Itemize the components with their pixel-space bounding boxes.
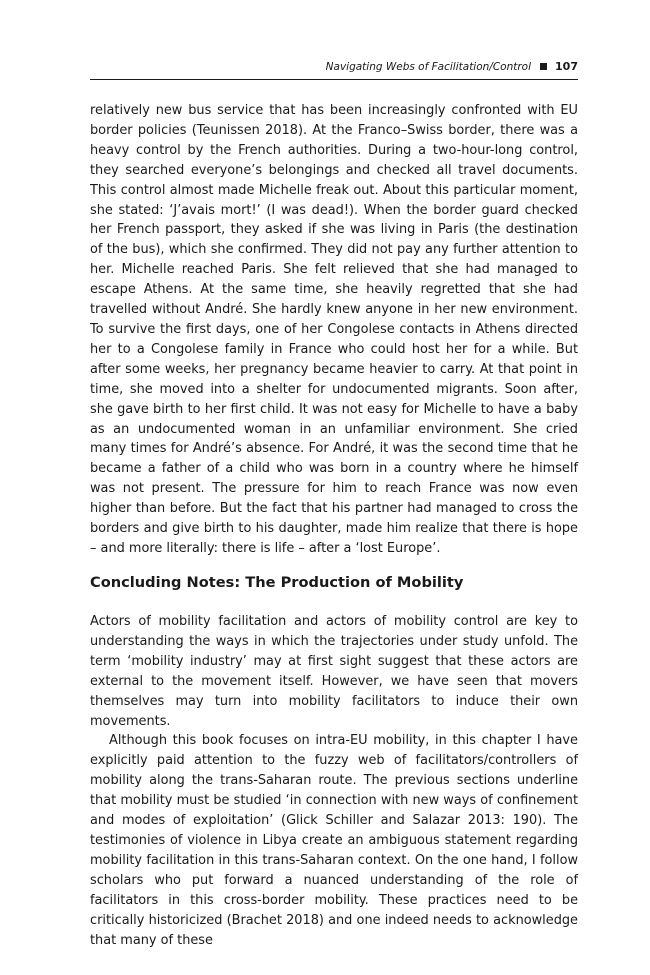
header-rule: [90, 79, 578, 80]
running-title: Navigating Webs of Facilitation/Control: [325, 60, 532, 73]
body-paragraph: Actors of mobility facilitation and actors of mobility control are key to understanding the ways in which the trajectories under study unfold. The term ‘mobility industry’ may at first sight suggest that these actors are external to the movement itself. However, we have seen that movers themselves may turn into mobility facilitators to induce their own movements.: [90, 614, 578, 729]
running-head: [90, 60, 578, 73]
body-section-1: [90, 101, 578, 559]
body-paragraph: Although this book focuses on intra-EU mobility, in this chapter I have explicitly paid attention to the fuzzy web of facilitators/controllers of mobility along the trans-Saharan route. The previous sections underline that mobility must be studied ‘in connection with new ways of confinement and modes of exploitation’ (Glick Schiller and Salazar 2013: 190). The testimonies of violence in Libya create an ambiguous statement regarding mobility facilitation in this trans-Saharan context. On the one hand, I follow scholars who put forward a nuanced understanding of the role of facilitators in this cross-border mobility. These practices need to be critically historicized (Brachet 2018) and one indeed needs to acknowledge that many of these: [90, 733, 578, 948]
page-number: 107: [555, 60, 578, 73]
square-bullet-icon: [540, 63, 547, 70]
body-paragraph: relatively new bus service that has been increasingly confronted with EU border policies (Teunissen 2018). At the Franco–Swiss border, there was a heavy control by the French authorities. During a two-hour-long control, they searched everyone’s belongings and checked all travel documents. This control almost made Michelle freak out. About this particular moment, she stated: ‘J’avais mort!’ (I was dead!). When the border guard checked her French passport, they asked if she was living in Paris (the destination of the bus), which she confirmed. They did not pay any further attention to her. Michelle reached Paris. She felt relieved that she had managed to escape Athens. At the same time, she heavily regretted that she had travelled without André. She hardly knew anyone in her new environment. To survive the first days, one of her Congolese contacts in Athens directed her to a Congolese family in France who could host her for a while. But after some weeks, her pregnancy became heavier to carry. At that point in time, she moved into a shelter for undocumented migrants. Soon after, she gave birth to her first child. It was not easy for Michelle to have a baby as an undocumented woman in an unfamiliar environment. She cried many times for André’s absence. For André, it was the second time that he became a father of a child who was born in a country where he himself was not present. The pressure for him to reach France was now even higher than before. But the fact that his partner had managed to cross the borders and give birth to his daughter, made him realize that there is hope – and more literally: there is life – after a ‘lost Europe’.: [90, 103, 578, 556]
body-section-2: [90, 612, 578, 950]
section-heading: Concluding Notes: The Production of Mobility: [90, 574, 464, 591]
